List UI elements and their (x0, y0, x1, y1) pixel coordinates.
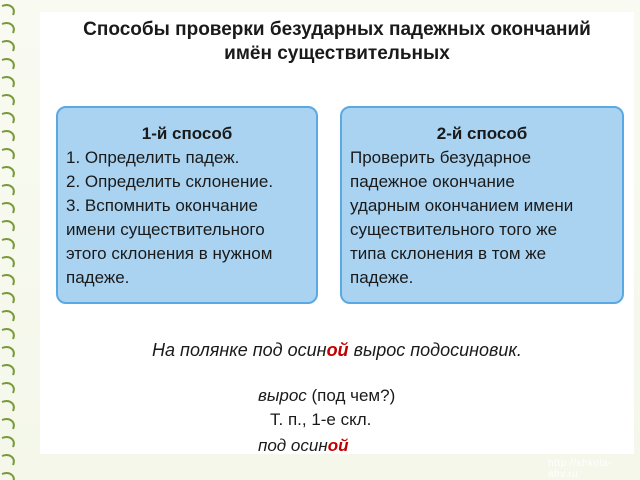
method-1-line: падеже. (66, 268, 130, 287)
spiral-ring (2, 293, 14, 303)
example-sentence (40, 340, 634, 361)
analysis-case-info: Т. п., 1-е скл. (270, 410, 372, 429)
analysis-question (258, 386, 395, 406)
spiral-ring (2, 257, 14, 267)
analysis-word: вырос (258, 386, 307, 405)
spiral-ring (2, 275, 14, 285)
method-2-line: падежное окончание (350, 172, 515, 191)
spiral-ring (2, 131, 14, 141)
method-1-line: 3. Вспомнить окончание (66, 196, 258, 215)
method-1-heading: 1-й способ (141, 124, 233, 143)
analysis-phrase (258, 436, 348, 456)
spiral-ring (2, 401, 14, 411)
spiral-ring (2, 239, 14, 249)
method-2-line: ударным окончанием имени (350, 196, 574, 215)
spiral-ring (2, 185, 14, 195)
spiral-ring (2, 59, 14, 69)
spiral-ring (2, 95, 14, 105)
spiral-ring (2, 383, 14, 393)
method-2-line: Проверить безударное (350, 148, 532, 167)
spiral-ring (2, 113, 14, 123)
title-line-1: Способы проверки безударных падежных окончаний (83, 19, 591, 40)
spiral-ring (2, 5, 14, 15)
spiral-binding (0, 0, 22, 480)
method-2-box (340, 106, 624, 304)
spiral-ring (2, 41, 14, 51)
page-title (40, 18, 634, 66)
phrase-ending: ой (327, 436, 349, 455)
spiral-ring (2, 473, 14, 480)
sentence-start: На полянке под осин (152, 340, 327, 360)
spiral-ring (2, 221, 14, 231)
spiral-ring (2, 455, 14, 465)
spiral-ring (2, 437, 14, 447)
sentence-ending: ой (326, 340, 349, 360)
method-1-line: 2. Определить склонение. (66, 172, 274, 191)
method-1-line: имени существительного (66, 220, 265, 239)
spiral-ring (2, 167, 14, 177)
spiral-ring (2, 203, 14, 213)
method-2-line: существительного того же (350, 220, 558, 239)
spiral-ring (2, 77, 14, 87)
spiral-ring (2, 347, 14, 357)
watermark: http://shkola-abv.ru (548, 458, 613, 480)
method-1-box (56, 106, 318, 304)
spiral-ring (2, 149, 14, 159)
spiral-ring (2, 329, 14, 339)
method-2-line: падеже. (350, 268, 414, 287)
spiral-ring (2, 23, 14, 33)
sentence-end: вырос подосиновик. (348, 340, 522, 360)
method-1-line: этого склонения в нужном (66, 244, 273, 263)
method-2-heading: 2-й способ (436, 124, 528, 143)
spiral-ring (2, 419, 14, 429)
phrase-stem: под осин (258, 436, 328, 455)
spiral-ring (2, 365, 14, 375)
method-1-line: 1. Определить падеж. (66, 148, 240, 167)
analysis-question-text: (под чем?) (306, 386, 396, 405)
method-2-line: типа склонения в том же (350, 244, 547, 263)
title-line-2: имён существительных (224, 43, 450, 64)
spiral-ring (2, 311, 14, 321)
